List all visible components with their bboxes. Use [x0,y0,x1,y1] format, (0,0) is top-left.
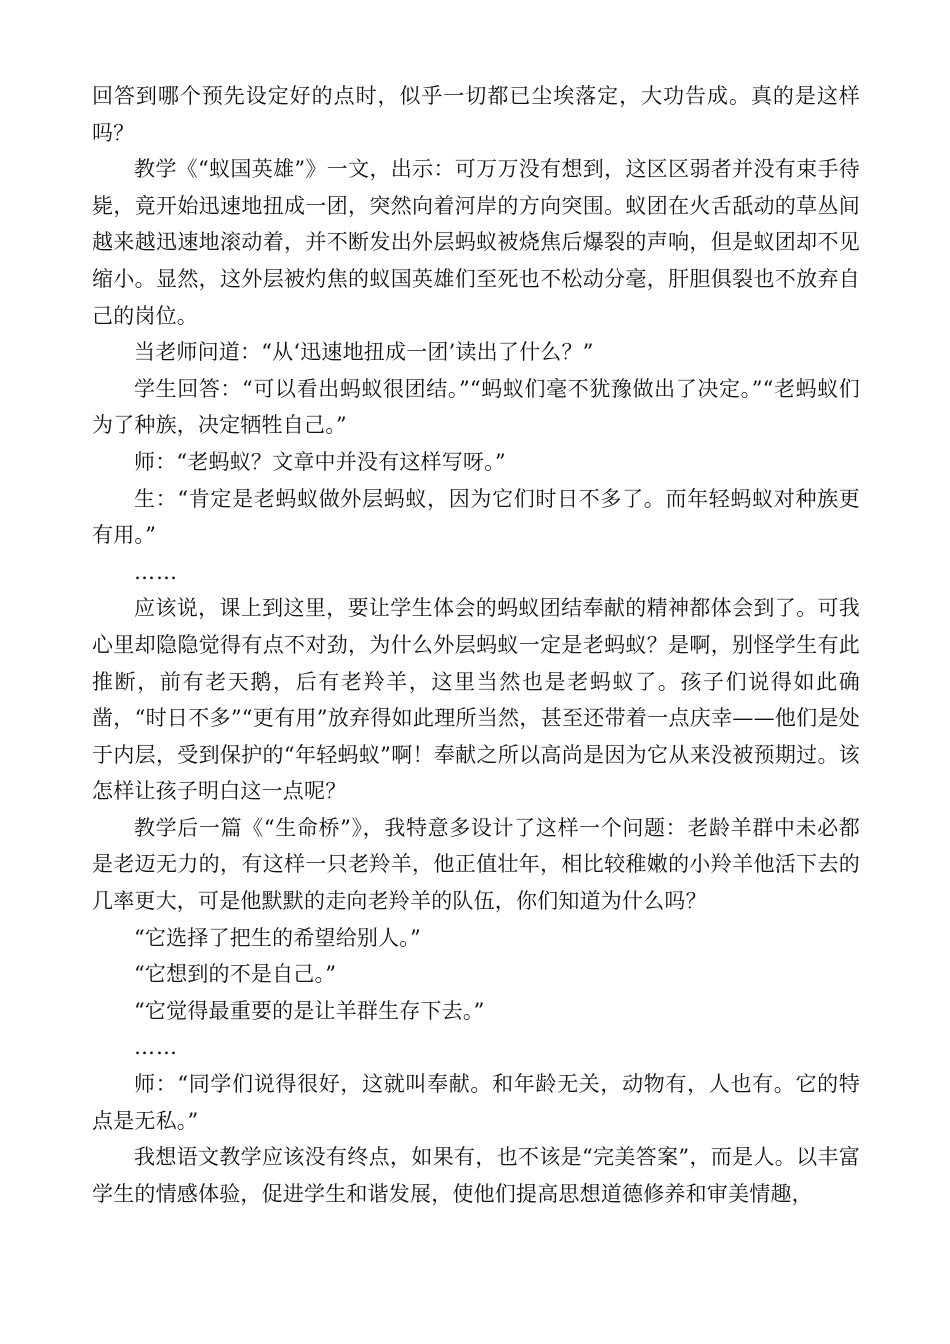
paragraph-12: “它觉得最重要的是让羊群生存下去。” [134,998,485,1023]
paragraph-14: 师：“同学们说得很好，这就叫奉献。和年龄无关，动物有，人也有。它的特点是无私。” [92,1072,860,1133]
paragraph-8: 应该说，课上到这里，要让学生体会的蚂蚁团结奉献的精神都体会到了。可我心里却隐隐觉得有点不对劲，为什么外层蚂蚁一定是老蚂蚁？是啊，别怪学生有此推断，前有老天鹅，后有老羚羊，这里当然也是老蚂蚁了。孩子们说得如此确凿，“时日不多”“更有用”放弃得如此理所当然，甚至还带着一点庆幸——他们是处于内层，受到保护的“年轻蚂蚁”啊！奉献之所以高尚是因为它从来没被预期过。该怎样让孩子明白这一点呢？ [92,596,860,804]
paragraph-4: 学生回答：“可以看出蚂蚁很团结。”“蚂蚁们毫不犹豫做出了决定。”“老蚂蚁们为了种族，决定牺牲自己。” [92,376,860,438]
paragraph-9: 教学后一篇《“生命桥”》，我特意多设计了这样一个问题：老龄羊群中未必都是老迈无力的，有这样一只老羚羊，他正值壮年，相比较稚嫩的小羚羊他活下去的几率更大，可是他默默的走向老羚羊的队伍，你们知道为什么吗？ [92,815,860,914]
paragraph-5: 师：“老蚂蚁？文章中并没有这样写呀。” [134,449,506,474]
paragraph-3: 当老师问道：“从‘迅速地扭成一团’读出了什么？” [134,340,594,365]
paragraph-6: 生：“肯定是老蚂蚁做外层蚂蚁，因为它们时日不多了。而年轻蚂蚁对种族更有用。” [92,486,860,548]
paragraph-1: 回答到哪个预先设定好的点时，似乎一切都已尘埃落定，大功告成。真的是这样吗？ [92,84,860,145]
ellipsis-2: …… [134,1035,178,1060]
document-page [92,78,860,1212]
paragraph-10: “它选择了把生的希望给别人。” [134,925,421,950]
paragraph-11: “它想到的不是自己。” [134,962,337,987]
ellipsis-1: …… [134,559,178,584]
paragraph-15: 我想语文教学应该没有终点，如果有，也不该是“完美答案”，而是人。以丰富学生的情感体验，促进学生和谐发展，使他们提高思想道德修养和审美情趣， [92,1145,860,1206]
paragraph-2: 教学《“蚁国英雄”》一文，出示：可万万没有想到，这区区弱者并没有束手待毙，竟开始迅速地扭成一团，突然向着河岸的方向突围。蚁团在火舌舐动的草丛间越来越迅速地滚动着，并不断发出外层蚂蚁被烧焦后爆裂的声响，但是蚁团却不见缩小。显然，这外层被灼焦的蚁国英雄们至死也不松动分毫，肝胆俱裂也不放弃自己的岗位。 [92,157,860,328]
